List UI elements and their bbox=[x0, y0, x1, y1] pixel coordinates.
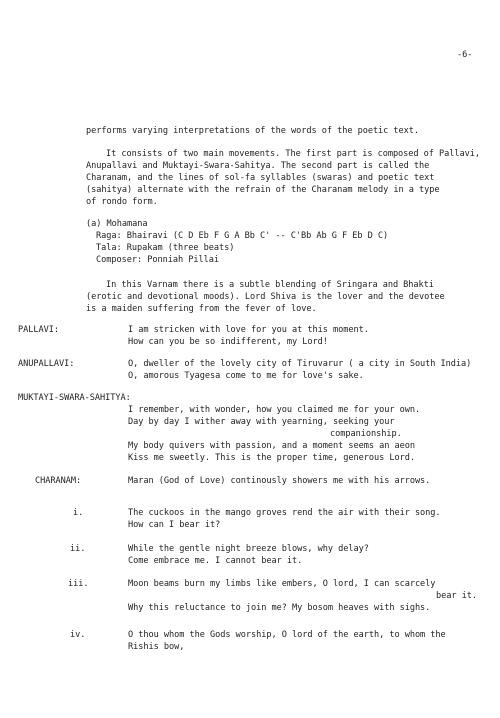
para2-line: In this Varnam there is a subtle blending of Sringara and Bhakti bbox=[106, 280, 434, 290]
raga-line: Raga: Bhairavi (C D Eb F G A Bb C' -- C'Bb Ab G F Eb D C) bbox=[96, 231, 389, 241]
muktayi-line: I remember, with wonder, how you claimed me for your own. bbox=[128, 405, 421, 415]
verse-number: iii. bbox=[68, 579, 89, 589]
para2-line: is a maiden suffering from the fever of love. bbox=[86, 304, 317, 314]
verse-line: The cuckoos in the mango groves rend the air with their song. bbox=[128, 508, 441, 518]
anupallavi-line: O, dweller of the lovely city of Tiruvarur ( a city in South India) bbox=[128, 359, 472, 369]
anupallavi-label: ANUPALLAVI: bbox=[18, 359, 75, 369]
verse-number: i. bbox=[73, 508, 84, 518]
verse-number: iv. bbox=[70, 630, 86, 640]
verse-line: Rishis bow, bbox=[128, 642, 185, 652]
anupallavi-line: O, amorous Tyagesa come to me for love's sake. bbox=[128, 371, 364, 381]
charanam-label: CHARANAM: bbox=[35, 476, 82, 486]
pallavi-line: How can you be so indifferent, my Lord! bbox=[128, 337, 328, 347]
pallavi-label: PALLAVI: bbox=[18, 325, 59, 335]
muktayi-label: MUKTAYI-SWARA-SAHITYA: bbox=[18, 393, 131, 403]
verse-line: How can I bear it? bbox=[128, 520, 221, 530]
intro-line: performs varying interpretations of the words of the poetic text. bbox=[86, 126, 420, 136]
verse-line: Moon beams burn my limbs like embers, O lord, I can scarcely bbox=[128, 579, 436, 589]
para1-line: Anupallavi and Muktayi-Swara-Sahitya. The second part is called the bbox=[86, 161, 430, 171]
pallavi-line: I am stricken with love for you at this moment. bbox=[128, 325, 369, 335]
page-number: -6- bbox=[457, 50, 473, 60]
tala-line: Tala: Rupakam (three beats) bbox=[96, 243, 235, 253]
para1-line: of rondo form. bbox=[86, 197, 158, 207]
muktayi-line: Kiss me sweetly. This is the proper time, generous Lord. bbox=[128, 453, 415, 463]
verse-line: Come embrace me. I cannot bear it. bbox=[128, 556, 303, 566]
muktayi-line: Day by day I wither away with yearning, seeking your bbox=[128, 417, 395, 427]
muktayi-line: My body quivers with passion, and a moment seems an aeon bbox=[128, 441, 415, 451]
verse-line: While the gentle night breeze blows, why delay? bbox=[128, 544, 369, 554]
raga-heading: (a) Mohamana bbox=[86, 219, 148, 229]
verse-number: ii. bbox=[70, 544, 86, 554]
para1-line: (sahitya) alternate with the refrain of the Charanam melody in a type bbox=[86, 185, 440, 195]
composer-line: Composer: Ponniah Pillai bbox=[96, 255, 219, 265]
verse-line: O thou whom the Gods worship, O lord of the earth, to whom the bbox=[128, 630, 446, 640]
charanam-line: Maran (God of Love) continously showers me with his arrows. bbox=[128, 476, 431, 486]
para2-line: (erotic and devotional moods). Lord Shiva is the lover and the devotee bbox=[86, 292, 445, 302]
verse-line: Why this reluctance to join me? My bosom heaves with sighs. bbox=[128, 603, 431, 613]
muktayi-line: companionship. bbox=[330, 429, 402, 439]
verse-line: bear it. bbox=[436, 591, 477, 601]
para1-line: Charanam, and the lines of sol-fa syllables (swaras) and poetic text bbox=[86, 173, 435, 183]
para1-line: It consists of two main movements. The first part is composed of Pallavi, bbox=[106, 149, 481, 159]
